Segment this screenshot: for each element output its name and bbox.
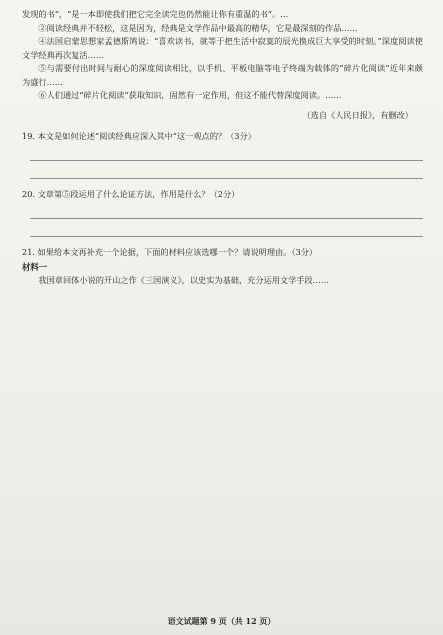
question-21: 21. 如果给本文再补充一个论据，下面的材料应该选哪一个？请说明理由。（3分） (22, 246, 318, 257)
answer-line[interactable] (30, 143, 423, 161)
question-19: 19. 本文是如何论述“阅读经典应深入其中”这一观点的？（3分） (22, 130, 256, 141)
material-text: 我国章回体小说的开山之作《三国演义》，以史实为基础，充分运用文学手段…… (38, 274, 330, 285)
answer-line[interactable] (30, 219, 423, 237)
page-footer: 语文试题第 9 页（共 12 页） (167, 616, 276, 626)
question-20: 20. 文章第⑤段运用了什么论证方法，作用是什么？（2分） (22, 188, 240, 199)
paragraph-4: ④法国启蒙思想家孟德斯鸠说：“喜欢读书，就等于把生活中寂寞的辰光换成巨大享受的时刻。”深度阅读使文学经典再次复活…… (22, 36, 423, 60)
source-note: （选自《人民日报》，有删改） (302, 109, 413, 120)
paragraph-3: ②阅读经典并不轻松，这是因为，经典是文学作品中最高的精华，它是最深刻的作品…… (38, 22, 358, 33)
material-title: 材料一 (22, 261, 48, 272)
answer-line[interactable] (30, 201, 423, 219)
paragraph-6: ⑥人们通过“碎片化阅读”获取知识，固然有一定作用，但这不能代替深度阅读。…… (38, 90, 342, 100)
answer-line[interactable] (30, 161, 423, 179)
paragraph-5: ⑤与需要付出时间与耐心的深度阅读相比，以手机、平板电脑等电子终端为载体的“碎片化阅读”近年来颇为盛行…… (22, 63, 423, 87)
paragraph-1: 发现的书”，“是一本即使我们把它完全读完也仍然能让你有重温的书”。… (22, 9, 289, 19)
